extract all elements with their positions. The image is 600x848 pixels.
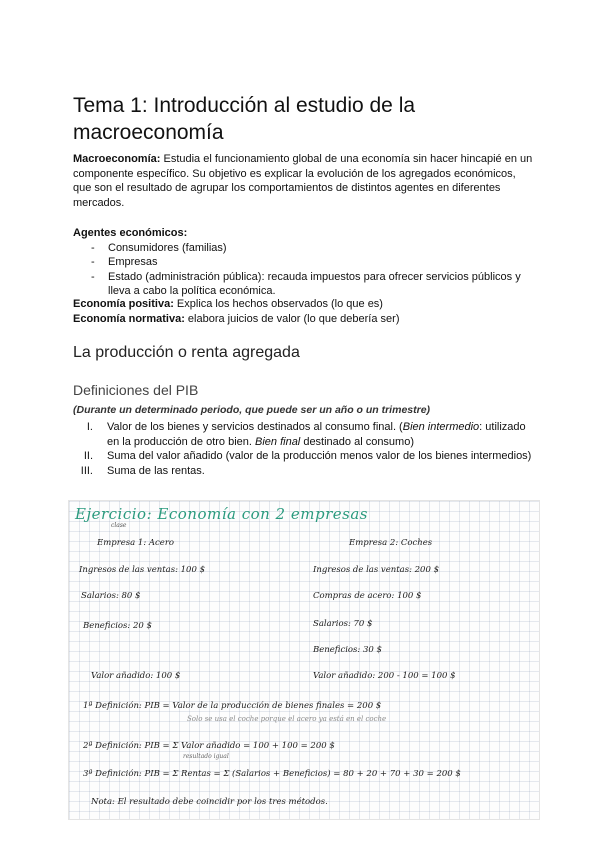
item-number: III. [80, 464, 93, 477]
macroeconomia-paragraph [73, 152, 533, 210]
list-item: - Consumidores (familias) [91, 241, 533, 256]
page-title: Tema 1: Introducción al estudio de la macroeconomía [73, 94, 416, 144]
definition-text: destinado al consumo) [300, 435, 414, 448]
definicion-1: 1ª Definición: PIB = Valor de la producción de bienes finales = 200 $ [83, 701, 382, 711]
item-number: I. [86, 421, 93, 433]
subsection-heading: Definiciones del PIB [73, 382, 199, 398]
list-item: - Estado (administración pública): recauda impuestos para ofrecer servicios públicos y lleva a cabo la política económica. [91, 270, 533, 299]
e2-salarios: Salarios: 70 $ [313, 619, 373, 629]
agentes-heading: Agentes económicos: [73, 227, 188, 239]
definition-text: Suma de las rentas. [107, 464, 205, 477]
agentes-list [73, 241, 533, 299]
economia-normativa [73, 312, 533, 327]
handwritten-notebook-image [68, 500, 540, 820]
empresa-1-label: Empresa 1: Acero [97, 538, 175, 548]
definition-text: : utilizado en la producción de otro bien. [107, 421, 526, 448]
list-item [73, 420, 533, 449]
economia-positiva [73, 297, 533, 312]
e1-salarios: Salarios: 80 $ [81, 591, 141, 601]
e2-ingresos: Ingresos de las ventas: 200 $ [313, 565, 439, 575]
definicion-3: 3ª Definición: PIB = Σ Rentas = Σ (Salarios + Beneficios) = 80 + 20 + 70 + 30 = 200 $ [83, 769, 461, 779]
macroeconomia-term: Macroeconomía: [73, 153, 161, 165]
e1-valor-anadido: Valor añadido: 100 $ [91, 671, 181, 681]
exercise-title: Ejercicio: Economía con 2 empresas [75, 505, 368, 523]
e1-beneficios: Beneficios: 20 $ [83, 621, 152, 631]
definicion-2-note: resultado igual [183, 753, 229, 760]
list-item: - Empresas [91, 255, 533, 270]
economia-normativa-term: Economía normativa: [73, 313, 185, 325]
exercise-subtitle: clase [111, 522, 127, 529]
e2-beneficios: Beneficios: 30 $ [313, 645, 382, 655]
e1-ingresos: Ingresos de las ventas: 100 $ [79, 565, 205, 575]
list-item [73, 464, 533, 479]
definition-text: Suma del valor añadido (valor de la producción menos valor de los bienes intermedios) [107, 450, 532, 463]
agentes-section [73, 226, 533, 299]
economia-positiva-term: Economía positiva: [73, 298, 174, 310]
definition-text: Valor de los bienes y servicios destinados al consumo final. ( [107, 421, 403, 433]
list-item [73, 449, 533, 464]
e2-valor-anadido: Valor añadido: 200 - 100 = 100 $ [313, 671, 456, 681]
period-note: (Durante un determinado periodo, que puede ser un año o un trimestre) [73, 404, 431, 416]
definition-term: Bien final [255, 435, 301, 448]
section-heading: La producción o renta agregada [73, 344, 300, 361]
e2-compras: Compras de acero: 100 $ [313, 591, 422, 601]
pib-definitions-list [73, 420, 533, 478]
definicion-2: 2ª Definición: PIB = Σ Valor añadido = 100 + 100 = 200 $ [83, 741, 335, 751]
item-number: II. [83, 450, 93, 463]
economia-positiva-text: Explica los hechos observados (lo que es) [173, 298, 383, 310]
empresa-2-label: Empresa 2: Coches [349, 538, 433, 548]
economia-normativa-text: elabora juicios de valor (lo que debería ser) [184, 313, 400, 325]
macroeconomia-definition: Estudia el funcionamiento global de una economía sin hacer hincapié en un componente específico. Su objetivo es explicar la evolución de los agregados económicos, que son el resultado de agrupar los comportamientos de distintos agentes en diferentes mercados. [73, 153, 533, 209]
definition-term: Bien intermedio [402, 421, 480, 433]
nota: Nota: El resultado debe coincidir por los tres métodos. [91, 797, 328, 807]
definicion-1-note: Solo se usa el coche porque el acero ya está en el coche [187, 715, 387, 723]
